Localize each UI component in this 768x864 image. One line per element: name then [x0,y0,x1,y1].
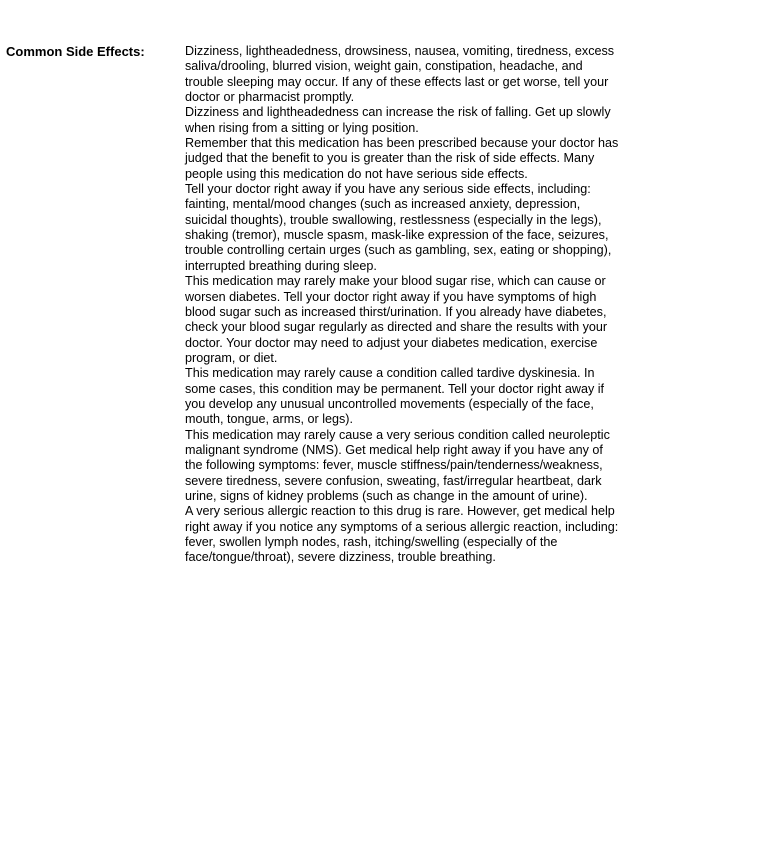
section-label: Common Side Effects: [6,44,145,59]
paragraph-serious-effects: Tell your doctor right away if you have any serious side effects, including: fainting, mental/mood changes (such as increased anxiety, depression, suicidal thoughts), trouble swallowing, restlessness (especially in the legs), shaking (tremor), muscle spasm, mask-like expression of the face, seizures, trouble controlling certain urges (such as gambling, sex, eating or shopping), interrupted breathing during sleep. [185,182,612,273]
paragraph-allergic-reaction: A very serious allergic reaction to this drug is rare. However, get medical help right away if you notice any symptoms of a serious allergic reaction, including: fever, swollen lymph nodes, rash, itching/swelling (especially of the face/tongue/throat), severe dizziness, trouble breathing. [185,504,619,565]
paragraph-blood-sugar: This medication may rarely make your blood sugar rise, which can cause or worsen diabetes. Tell your doctor right away if you have symptoms of high blood sugar such as increased thirst/urination. If you already have diabetes, check your blood sugar regularly as directed and share the results with your doctor. Your doctor may need to adjust your diabetes medication, exercise program, or diet. [185,274,608,365]
section-content [185,44,619,566]
paragraph-common-effects: Dizziness, lightheadedness, drowsiness, nausea, vomiting, tiredness, excess saliva/drooling, blurred vision, weight gain, constipation, headache, and trouble sleeping may occur. If any of these effects last or get worse, tell your doctor or pharmacist promptly. [185,44,615,105]
paragraph-fall-risk: Dizziness and lightheadedness can increase the risk of falling. Get up slowly when rising from a sitting or lying position. [185,105,611,135]
paragraph-benefit-risk: Remember that this medication has been prescribed because your doctor has judged that the benefit to you is greater than the risk of side effects. Many people using this medication do not have serious side effects. [185,136,619,181]
paragraph-nms: This medication may rarely cause a very serious condition called neuroleptic malignant syndrome (NMS). Get medical help right away if you have any of the following symptoms: fever, muscle stiffness/pain/tenderness/weakness, severe tiredness, severe confusion, sweating, fast/irregular heartbeat, dark urine, signs of kidney problems (such as change in the amount of urine). [185,427,610,503]
paragraph-tardive-dyskinesia: This medication may rarely cause a condition called tardive dyskinesia. In some cases, this condition may be permanent. Tell your doctor right away if you develop any unusual uncontrolled movements (especially of the face, mouth, tongue, arms, or legs). [185,366,605,427]
